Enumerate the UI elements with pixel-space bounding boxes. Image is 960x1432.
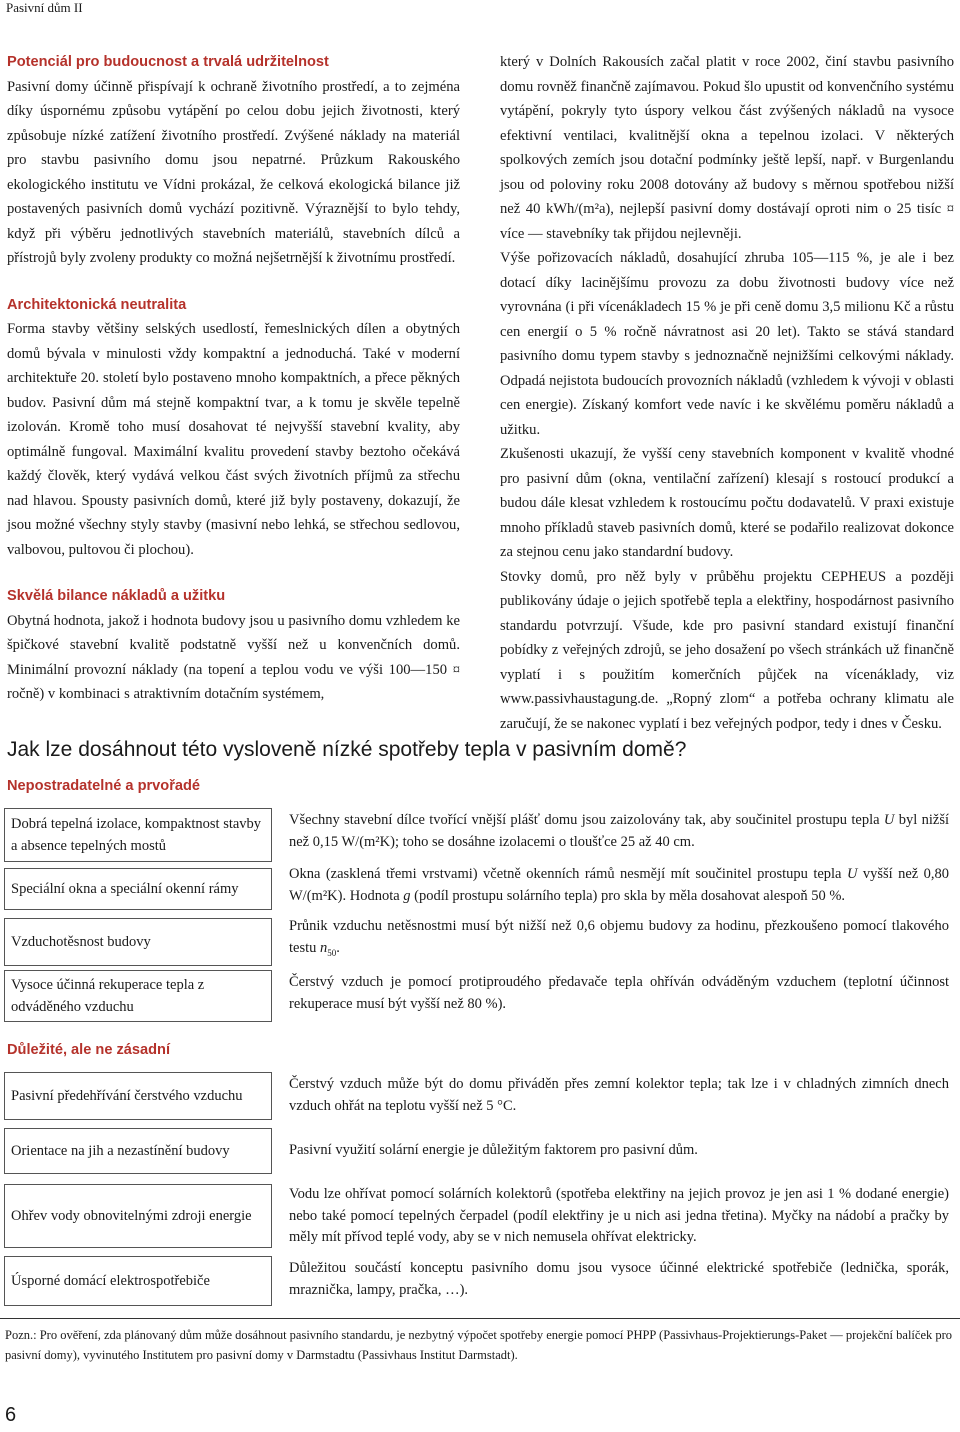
table-row-label: Speciální okna a speciální okenní rámy [4,868,272,910]
table-row-label: Vysoce účinná rekuperace tepla z odváděného vzduchu [4,970,272,1022]
footnote: Pozn.: Pro ověření, zda plánovaný dům může dosáhnout pasivního standardu, je nezbytný výpočet spotřeby energie pomocí PHPP (Passivhaus-Projektierungs-Paket — projekční balíček pro pasivní domy), vyvinutého Institutem pro pasivní domy v Darmstadtu (Passivhaus Institut Darmstadt). [5,1328,953,1362]
page-number: 6 [5,1404,17,1426]
table-row-desc: Okna (zasklená třemi vrstvami) včetně okenních rámů nesmějí mít součinitel prostupu tepla U vyšší než 0,80 W/(m²K). Hodnota g (podíl prostupu solárního tepla) pro skla by měla dosahovat alespoň 50 %. [289,866,950,904]
section-title-potential: Potenciál pro budoucnost a trvalá udržitelnost [7,54,329,70]
table-row-desc: Čerstvý vzduch může být do domu přiváděn přes zemní kolektor tepla; tak lze i v chladných zimních dnech vzduch ohřát na teplotu vyšší než 5 °C. [289,1076,949,1114]
right-column [500,50,954,736]
table-row-desc: Pasivní využití solární energie je důležitým faktorem pro pasivní dům. [289,1142,698,1158]
table-row-label: Úsporné domácí elektrospotřebiče [4,1256,272,1306]
question-heading: Jak lze dosáhnout této vysloveně nízké spotřeby tepla v pasivním domě? [7,738,687,761]
section-text-potential: Pasivní domy účinně přispívají k ochraně životního prostředí, a to zejména díky úspornému způsobu vytápění po celou dobu jejich životnosti, který způsobuje nízké zatížení životního prostředí. Zvýšené náklady na materiál pro stavbu pasivního domu jsou nepatrné. Průzkum Rakouského ekologického institutu ve Vídni prokázal, že celková ekologická bilance již postavených pasivních domů vychází pozitivně. Výraznější to bylo tehdy, když při výběru jednotlivých stavebních materiálů, stavebních dílců a přístrojů byly zvoleny produkty co možná nejšetrnější k životnímu prostředí. [7,78,460,266]
table-row-desc: Vodu lze ohřívat pomocí solárních kolektorů (spotřeba elektřiny na jejich provoz je jen asi 1 % dodané energie) nebo také pomocí tepelných čerpadel (podíl elektřiny je u nich asi jedna třetina). Myčky na nádobí a pračky by měly mít přívod teplé vody, aby se v nich nemusela ohřívat elektricky. [289,1186,949,1245]
footnote-divider [0,1318,960,1319]
table-row-label: Ohřev vody obnovitelnými zdroji energie [4,1184,272,1248]
table-row-label: Vzduchotěsnost budovy [4,918,272,966]
section-title-architecture: Architektonická neutralita [7,296,187,313]
table-row-label: Orientace na jih a nezastínění budovy [4,1128,272,1174]
running-header: Pasivní dům II [6,0,83,15]
right-paragraph-2: Výše pořizovacích nákladů, dosahující zhruba 105—115 %, je ale i bez dotací díky lacinějšímu provozu za dobu životnosti budovy více než vyrovnána (i při vícenákladech 15 % je při ceně domu 3,5 milionu Kč a růstu cen energií o 5 % ročně návratnost asi 20 let). Takto se stává standard pasivního domu typem stavby s jednoznačně nejnižšími celkovými náklady. Odpadá nejistota budoucích provozních nákladů (vzhledem k vývoji v oblasti cen energie). Získaný komfort vede navíc i ke skvělému poměru nákladů a užitku. [500,250,954,438]
section-title-cost-benefit: Skvělá bilance nákladů a užitku [7,588,226,604]
right-paragraph-4: Stovky domů, pro něž byly v průběhu projektu CEPHEUS a později publikovány údaje o jejich spotřebě tepla a elektřiny, hospodárnost pasivního standardu potvrzují. Všude, kde pro pasivní standard existují finanční pobídky z veřejných zdrojů, se jeho dosažení po všech stránkách už finančně vyplatí i s použitím komerčních půjček na vícenáklady, viz www.passivhaustagung.de. „Ropný zlom“ a potřeba ochrany klimatu ale zaručují, že se nakonec vyplatí i bez veřejných podpor, tedy i dnes v Česku. [500,568,954,732]
table-row-label: Dobrá tepelná izolace, kompaktnost stavby a absence tepelných mostů [4,808,272,862]
table-row-desc: Všechny stavební dílce tvořící vnější plášť domu jsou zaizolovány tak, aby součinitel prostupu tepla U byl nižší než 0,15 W/(m²K); toho se dosáhne izolacemi o tloušťce 25 až 40 cm. [289,812,950,850]
table-row-desc: Průnik vzduchu netěsnostmi musí být nižší než 0,6 objemu budovy za hodinu, přezkoušeno pomocí tlakového testu $n_{50}$. [289,918,949,958]
section-text-cost-benefit: Obytná hodnota, jakož i hodnota budovy jsou u pasivního domu vzhledem ke špičkové stavební kvalitě podstatně vyšší než u konvenčních domů. Minimální provozní náklady (na topení a teplou vodu ve výši 100—150 ¤ ročně) v kombinaci s atraktivním dotačním systémem, [7,612,460,702]
right-paragraph-3: Zkušenosti ukazují, že vyšší ceny stavebních komponent v kvalitě vhodné pro pasivní dům (okna, ventilační zařízení) klesají s rostoucí produkcí a budou dále klesat vzhledem k rostoucímu počtu dodavatelů. V praxi existuje mnoho příkladů staveb pasivních domů, které se podařilo realizovat dokonce za stejnou cenu jako standardní budovy. [500,446,954,560]
right-paragraph-1: který v Dolních Rakousích začal platit v roce 2002, činí stavbu pasivního domu rovněž finančně zajímavou. Pokud šlo upustit od konvenčního systému vytápění, pokryly tyto úspory velkou část zvýšených nákladů na vysoce efektivní ventilaci, kvalitnější okna a tepelnou izolaci. V některých spolkových zemích jsou dotační podmínky ještě lepší, např. v Burgenlandu jsou od poloviny roku 2008 dotovány až budovy s měrnou spotřebou nižší než 40 kWh/(m²a), nejlepší pasivní domy dostávají oproti nim o 25 tisíc ¤ více — stavebníky tak přijdou nejlevněji. [500,54,954,242]
section-text-architecture: Forma stavby většiny selských usedlostí, řemeslnických dílen a obytných domů bývala v minulosti vždy kompaktní a jednoduchá. Také v moderní architektuře 20. století bylo postaveno mnoho kompaktních, a přece pěkných budov. Pasivní dům má stejně kompaktní tvar, a k tomu je skvěle tepelně izolován. Kromě toho musí dosahovat té nejvyšší stavební kvality, aby optimálně fungoval. Maximální kvalitu provedení stavby beztoho očekává každý člověk, který vydává velkou část svých životních příjmů za střechu nad hlavou. Spousty pasivních domů, které již byly postaveny, dokazují, že jsou možné všechny styly stavby (masivní nebo lehká, se střechou sedlovou, valbovou, pultovou či plochou). [7,321,460,558]
table-row-desc: Čerstvý vzduch je pomocí protiproudého předavače tepla ohříván odváděným vzduchem (teplotní účinnost rekuperace musí být vyšší než 80 %). [289,974,949,1012]
left-column [7,50,460,707]
table-title-important: Důležité, ale ne zásadní [7,1042,171,1058]
table-row-desc: Důležitou součástí konceptu pasivního domu jsou vysoce účinné elektrické spotřebiče (lednička, sporák, mraznička, lampy, pračka, …). [289,1260,949,1298]
table-title-essential: Nepostradatelné a prvořadé [7,778,201,794]
table-row-label: Pasivní předehřívání čerstvého vzduchu [4,1072,272,1120]
